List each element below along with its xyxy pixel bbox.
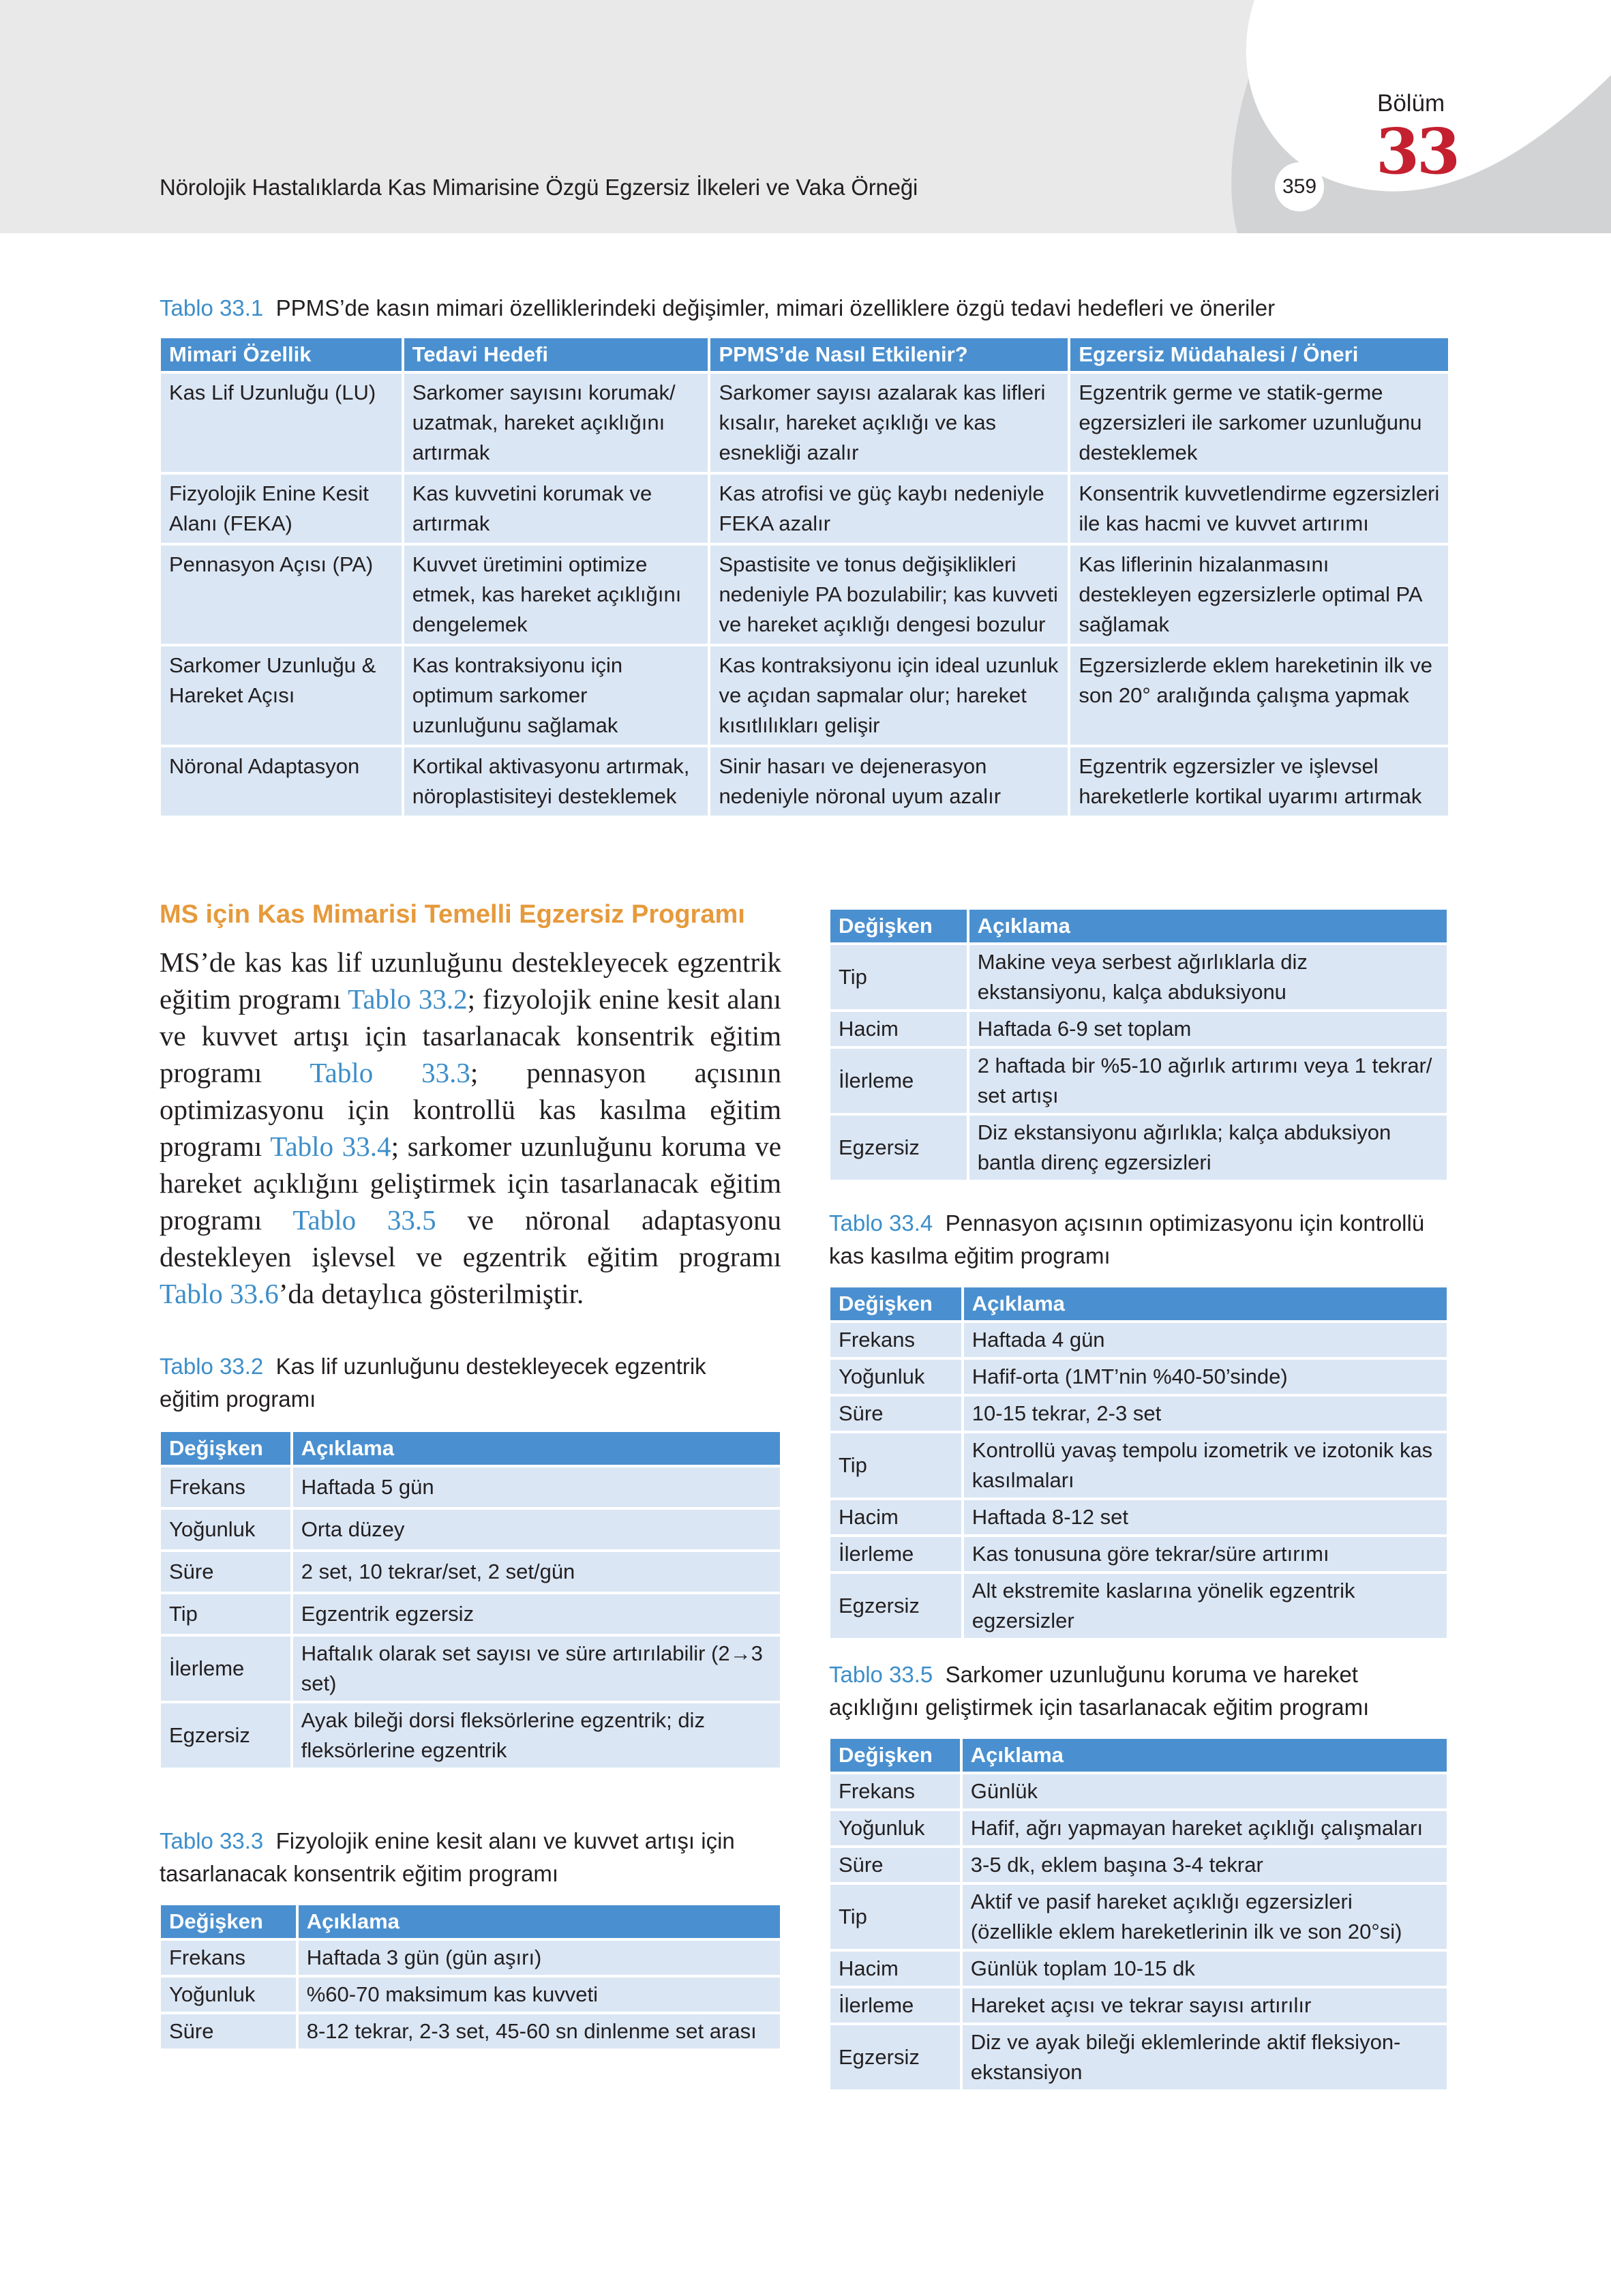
table-ref[interactable]: Tablo 33.6	[160, 1278, 279, 1309]
table-cell: Haftada 8-12 set	[964, 1500, 1447, 1534]
body-text: MS’de kas kas lif uzunluğunu destekleyecek egzentrik eğitim programı	[160, 946, 781, 1015]
chapter-label: Bölüm	[1377, 90, 1445, 117]
page-number: 359	[1275, 162, 1324, 211]
table-cell: Hacim	[830, 1500, 961, 1534]
table4-caption-text: Pennasyon açısının optimizasyonu için kontrollü kas kasılma eğitim programı	[829, 1210, 1425, 1268]
table4	[828, 1285, 1449, 1641]
body-text: ’da detaylıca gösterilmiştir.	[278, 1278, 584, 1309]
table-cell: Hacim	[830, 1952, 960, 1986]
table3-label: Tablo 33.3	[160, 1828, 264, 1853]
table-row	[830, 2025, 1447, 2089]
table-cell: Orta düzey	[293, 1510, 780, 1549]
table-row	[830, 1116, 1447, 1180]
table-cell: Frekans	[161, 1941, 296, 1975]
table3-header: Açıklama	[299, 1905, 780, 1938]
table5-caption-text: Sarkomer uzunluğunu koruma ve hareket açıklığını geliştirmek için tasarlanacak eğitim programı	[829, 1662, 1370, 1720]
table-cell: Kas atrofisi ve güç kaybı nedeniyle FEKA azalır	[710, 475, 1068, 543]
table-cell: Yoğunluk	[830, 1360, 961, 1394]
table-row	[161, 1637, 780, 1701]
table-row	[830, 1397, 1447, 1431]
table3-header: Açıklama	[969, 910, 1447, 942]
table-cell: Kas tonusuna göre tekrar/süre artırımı	[964, 1537, 1447, 1571]
table-row	[830, 1952, 1447, 1986]
table-cell: Kas kontraksiyonu için ideal uzunluk ve açıdan sapmalar olur; hareket kısıtlılıkları gelişir	[710, 646, 1068, 745]
table-row	[161, 1510, 780, 1549]
table1-header: Tedavi Hedefi	[404, 338, 708, 371]
table1-caption-text: PPMS’de kasın mimari özelliklerindeki değişimler, mimari özelliklere özgü tedavi hedefleri ve öneriler	[275, 295, 1276, 320]
table-cell: Tip	[830, 1885, 960, 1949]
table1-header: Egzersiz Müdahalesi / Öneri	[1070, 338, 1448, 371]
table-cell: %60-70 maksimum kas kuvveti	[299, 1978, 780, 2012]
table-row	[161, 1467, 780, 1507]
table2-label: Tablo 33.2	[160, 1354, 264, 1379]
table2-caption-text: Kas lif uzunluğunu destekleyecek egzentrik eğitim programı	[160, 1354, 706, 1412]
table-row	[161, 646, 1448, 745]
table-ref[interactable]: Tablo 33.5	[292, 1204, 436, 1236]
table-cell: Yoğunluk	[161, 1978, 296, 2012]
table-cell: Günlük	[963, 1774, 1447, 1808]
table5-label: Tablo 33.5	[829, 1662, 933, 1687]
table-cell: Hafif-orta (1MT’nin %40-50’sinde)	[964, 1360, 1447, 1394]
table-cell: Egzersiz	[830, 1116, 967, 1180]
table-cell: Egzersiz	[830, 2025, 960, 2089]
table-cell: Diz ve ayak bileği eklemlerinde aktif fleksiyon-ekstansiyon	[963, 2025, 1447, 2089]
table-cell: Tip	[161, 1594, 290, 1634]
table-cell: Haftada 6-9 set toplam	[969, 1012, 1447, 1046]
table-cell: Egzersiz	[161, 1703, 290, 1768]
table-cell: Egzersizlerde eklem hareketinin ilk ve son 20° aralığında çalışma yapmak	[1070, 646, 1448, 745]
table-row	[830, 1848, 1447, 1882]
table-cell: Pennasyon Açısı (PA)	[161, 546, 402, 644]
table-row	[161, 546, 1448, 644]
table-cell: 10-15 tekrar, 2-3 set	[964, 1397, 1447, 1431]
table4-caption	[829, 1207, 1443, 1272]
table-cell: Egzersiz	[830, 1574, 961, 1638]
table-row	[161, 2014, 780, 2048]
table-row	[830, 945, 1447, 1009]
table-cell: 3-5 dk, eklem başına 3-4 tekrar	[963, 1848, 1447, 1882]
chapter-number: 33	[1376, 115, 1458, 188]
table1-label: Tablo 33.1	[160, 295, 264, 320]
table-cell: Günlük toplam 10-15 dk	[963, 1952, 1447, 1986]
table5-header: Açıklama	[963, 1739, 1447, 1772]
table3	[158, 1903, 783, 2051]
table-row	[830, 1574, 1447, 1638]
table1	[158, 336, 1451, 818]
table-cell: Spastisite ve tonus değişiklikleri nedeniyle PA bozulabilir; kas kuvveti ve hareket açıklığı dengesi bozulur	[710, 546, 1068, 644]
table4-header: Açıklama	[964, 1287, 1447, 1320]
table-cell: Ayak bileği dorsi fleksörlerine egzentrik; diz fleksörlerine egzentrik	[293, 1703, 780, 1768]
table-row	[830, 1012, 1447, 1046]
table-cell: Haftalık olarak set sayısı ve süre artırılabilir (2→3 set)	[293, 1637, 780, 1701]
table-cell: Tip	[830, 1433, 961, 1497]
table-cell: Sinir hasarı ve dejenerasyon nedeniyle nöronal uyum azalır	[710, 747, 1068, 816]
running-title: Nörolojik Hastalıklarda Kas Mimarisine Özgü Egzersiz İlkeleri ve Vaka Örneği	[160, 175, 918, 200]
table3-caption-text: Fizyolojik enine kesit alanı ve kuvvet artışı için tasarlanacak konsentrik eğitim programı	[160, 1828, 735, 1886]
table-cell: Süre	[161, 2014, 296, 2048]
table-cell: 2 set, 10 tekrar/set, 2 set/gün	[293, 1552, 780, 1592]
table-cell: Kortikal aktivasyonu artırmak, nöroplastisiteyi desteklemek	[404, 747, 708, 816]
table-row	[161, 747, 1448, 816]
table-ref[interactable]: Tablo 33.2	[348, 983, 468, 1015]
table-cell: Nöronal Adaptasyon	[161, 747, 402, 816]
body-text: ; sarkomer uzunluğunu koruma ve hareket açıklığını geliştirmek için tasarlanacak eğitim programı	[160, 1131, 781, 1236]
table-row	[161, 1594, 780, 1634]
table-row	[161, 374, 1448, 472]
table1-header: Mimari Özellik	[161, 338, 402, 371]
table-cell: Haftada 4 gün	[964, 1323, 1447, 1357]
table-ref[interactable]: Tablo 33.4	[270, 1131, 391, 1162]
body-text: ; fizyolojik enine kesit alanı ve kuvvet artışı için tasarlanacak konsentrik eğitim programı	[160, 983, 781, 1088]
table3-continued	[828, 907, 1449, 1182]
table3-header: Değişken	[161, 1905, 296, 1938]
table-cell: Süre	[161, 1552, 290, 1592]
table-cell: Aktif ve pasif hareket açıklığı egzersizleri (özellikle eklem hareketlerinin ilk ve son 20°si)	[963, 1885, 1447, 1949]
table2	[158, 1429, 783, 1770]
table-cell: 8-12 tekrar, 2-3 set, 45-60 sn dinlenme set arası	[299, 2014, 780, 2048]
table-row	[830, 1433, 1447, 1497]
table-ref[interactable]: Tablo 33.3	[310, 1057, 470, 1088]
table1-caption	[160, 292, 1275, 325]
table2-caption	[160, 1350, 759, 1416]
table-row	[830, 1323, 1447, 1357]
table-row	[830, 1988, 1447, 2023]
table-cell: Süre	[830, 1848, 960, 1882]
table-cell: Sarkomer Uzunluğu & Hareket Açısı	[161, 646, 402, 745]
table-cell: Kuvvet üretimini optimize etmek, kas hareket açıklığını dengelemek	[404, 546, 708, 644]
table-row	[830, 1500, 1447, 1534]
table2-header: Değişken	[161, 1432, 290, 1465]
table-cell: İlerleme	[161, 1637, 290, 1701]
table-cell: İlerleme	[830, 1988, 960, 2023]
table-row	[161, 475, 1448, 543]
section-heading: MS için Kas Mimarisi Temelli Egzersiz Programı	[160, 900, 745, 929]
table-cell: Kas Lif Uzunluğu (LU)	[161, 374, 402, 472]
table-row	[161, 1552, 780, 1592]
table-cell: Kas liflerinin hizalanmasını destekleyen egzersizlerle optimal PA sağlamak	[1070, 546, 1448, 644]
table-cell: Tip	[830, 945, 967, 1009]
table-cell: Frekans	[161, 1467, 290, 1507]
table3-caption	[160, 1825, 759, 1890]
table-cell: Hacim	[830, 1012, 967, 1046]
table-row	[830, 1774, 1447, 1808]
table-cell: Egzentrik egzersizler ve işlevsel hareketlerle kortikal uyarımı artırmak	[1070, 747, 1448, 816]
table-cell: İlerleme	[830, 1537, 961, 1571]
table-cell: Yoğunluk	[161, 1510, 290, 1549]
table-row	[161, 1703, 780, 1768]
table-cell: Alt ekstremite kaslarına yönelik egzentrik egzersizler	[964, 1574, 1447, 1638]
table-row	[161, 1978, 780, 2012]
table-row	[161, 1941, 780, 1975]
table4-header: Değişken	[830, 1287, 961, 1320]
table-cell: Süre	[830, 1397, 961, 1431]
table-cell: Makine veya serbest ağırlıklarla diz ekstansiyonu, kalça abduksiyonu	[969, 945, 1447, 1009]
body-text: ; pennasyon açısının optimizasyonu için kontrollü kas kasılma eğitim programı	[160, 1057, 781, 1162]
table-row	[830, 1049, 1447, 1113]
table-cell: Kontrollü yavaş tempolu izometrik ve izotonik kas kasılmaları	[964, 1433, 1447, 1497]
table-cell: Haftada 3 gün (gün aşırı)	[299, 1941, 780, 1975]
table5-header: Değişken	[830, 1739, 960, 1772]
table-cell: Hareket açısı ve tekrar sayısı artırılır	[963, 1988, 1447, 2023]
table3-header: Değişken	[830, 910, 967, 942]
table-cell: 2 haftada bir %5-10 ağırlık artırımı veya 1 tekrar/ set artışı	[969, 1049, 1447, 1113]
table-cell: Egzentrik egzersiz	[293, 1594, 780, 1634]
body-text: ve nöronal adaptasyonu destekleyen işlevsel ve egzentrik eğitim programı	[160, 1204, 781, 1272]
table-cell: Konsentrik kuvvetlendirme egzersizleri ile kas hacmi ve kuvvet artırımı	[1070, 475, 1448, 543]
table4-label: Tablo 33.4	[829, 1210, 933, 1236]
table-cell: Yoğunluk	[830, 1811, 960, 1845]
table-row	[830, 1360, 1447, 1394]
table-cell: Diz ekstansiyonu ağırlıkla; kalça abduksiyon bantla direnç egzersizleri	[969, 1116, 1447, 1180]
table5	[828, 1736, 1449, 2092]
table-cell: Kas kuvvetini korumak ve artırmak	[404, 475, 708, 543]
table-row	[830, 1885, 1447, 1949]
table-row	[830, 1537, 1447, 1571]
table-row	[830, 1811, 1447, 1845]
table-cell: Sarkomer sayısı azalarak kas lifleri kısalır, hareket açıklığı ve kas esnekliği azalır	[710, 374, 1068, 472]
table-cell: Sarkomer sayısını korumak/ uzatmak, hareket açıklığını artırmak	[404, 374, 708, 472]
table-cell: Hafif, ağrı yapmayan hareket açıklığı çalışmaları	[963, 1811, 1447, 1845]
section-body	[160, 944, 781, 1312]
table1-header: PPMS’de Nasıl Etkilenir?	[710, 338, 1068, 371]
table5-caption	[829, 1658, 1443, 1724]
table-cell: Frekans	[830, 1774, 960, 1808]
table-cell: Fizyolojik Enine Kesit Alanı (FEKA)	[161, 475, 402, 543]
table-cell: Frekans	[830, 1323, 961, 1357]
table-cell: İlerleme	[830, 1049, 967, 1113]
table2-header: Açıklama	[293, 1432, 780, 1465]
table-cell: Haftada 5 gün	[293, 1467, 780, 1507]
table-cell: Kas kontraksiyonu için optimum sarkomer uzunluğunu sağlamak	[404, 646, 708, 745]
table-cell: Egzentrik germe ve statik-germe egzersizleri ile sarkomer uzunluğunu desteklemek	[1070, 374, 1448, 472]
